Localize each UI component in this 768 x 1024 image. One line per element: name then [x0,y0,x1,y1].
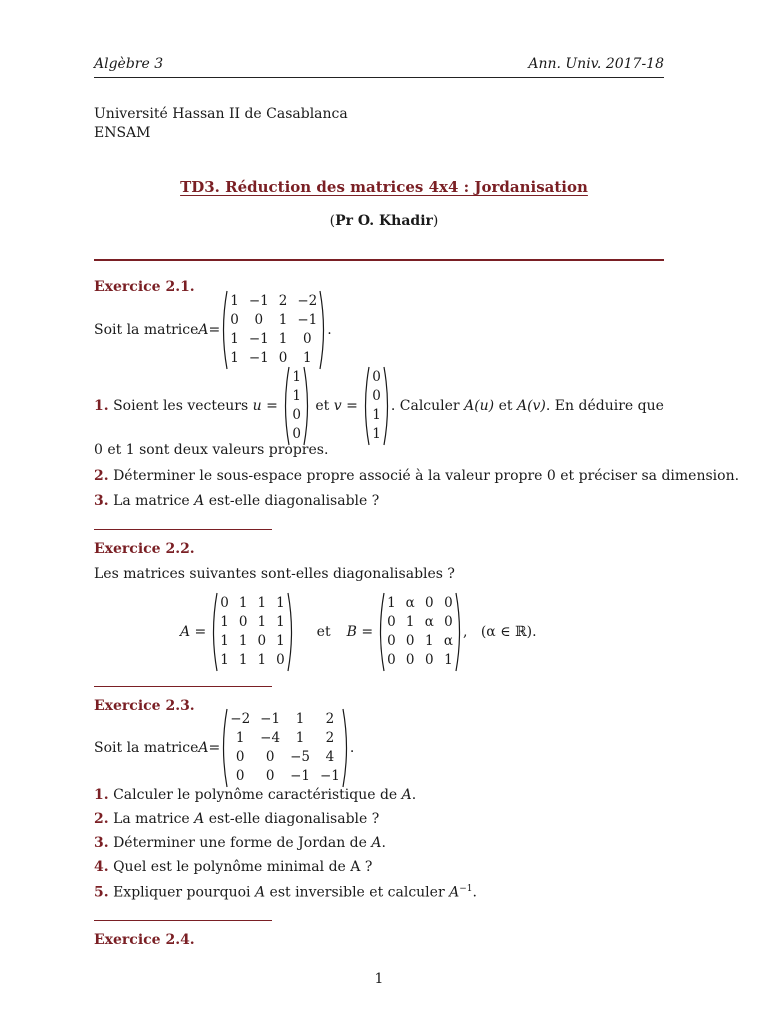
ex23-q1 [94,787,416,803]
ex21-vector-v [362,366,391,446]
matrix-entry: 1 [238,595,248,611]
matrix-entry: 0 [265,749,275,765]
right-parenthesis [455,592,463,672]
ex23-q2-var: A [194,811,205,827]
ex23-q2-number: 2. [94,811,109,827]
author-name: Pr O. Khadir [335,213,433,229]
ex23-q3-text: Déterminer une forme de Jordan de [108,835,372,851]
matrix-entry: 1 [405,614,415,630]
right-parenthesis [319,290,327,370]
matrix-entry: 1 [238,652,248,668]
matrix-entry: 1 [257,652,267,668]
left-parenthesis [220,708,228,788]
ex21-eq: = [208,322,221,338]
ex23-q4 [94,859,372,875]
matrix-entry: 1 [278,312,288,328]
matrix-entries [290,368,303,444]
ex23-statement [94,710,354,786]
matrix-entry: 1 [230,293,239,309]
left-parenthesis [220,290,228,370]
matrix-entry: 1 [257,614,267,630]
ex21-statement [94,292,332,368]
ex23-end: . [349,740,355,756]
matrix-entry: 0 [405,652,415,668]
ex22-intro: Les matrices suivantes sont-elles diagonalisables ? [94,566,455,582]
ex23-q3 [94,835,386,851]
author-close: ) [432,213,439,229]
matrix-entry: α [443,633,454,649]
matrix-entry: 0 [238,614,248,630]
matrix-entry: 0 [292,407,301,423]
matrix-entry: −1 [260,711,281,727]
matrix-entry: 1 [295,730,305,746]
ex22-separator [94,686,272,687]
matrix-entry: 2 [325,711,335,727]
ex21-q1-text-b: . Calculer [390,398,465,414]
ex23-eq: = [208,740,221,756]
title-rule [94,259,664,261]
exercise-2-3-title: Exercice 2.3. [94,698,195,714]
matrix-entry: −1 [290,768,310,784]
matrix-entry: −1 [297,312,318,328]
matrix-entry: −2 [297,293,318,309]
matrix-entry: 1 [278,331,288,347]
matrix-entry: 1 [303,350,312,366]
matrix-entry: 0 [220,595,229,611]
ex22-et: et [316,624,331,640]
matrix-entry: −2 [230,711,251,727]
ex23-separator [94,920,272,921]
matrix-entry: 2 [325,730,335,746]
matrix-entry: 1 [230,350,239,366]
ex23-q5-inv-exponent: −1 [459,884,473,894]
ex23-q5 [94,884,477,901]
matrix-entry: 1 [387,595,396,611]
matrix-entry: 1 [276,595,285,611]
page-number: 1 [374,971,384,987]
ex21-vector-u [282,366,311,446]
ex23-q5-var: A [254,884,266,901]
ex22-matrix-A [210,592,294,672]
right-parenthesis [383,366,391,446]
ex21-q3 [94,493,379,509]
institution-school: ENSAM [94,125,151,141]
exercise-2-1-title: Exercice 2.1. [94,279,195,295]
matrix-entry: 1 [230,331,239,347]
matrix-entry: 1 [425,633,434,649]
matrix-entry: −4 [260,730,281,746]
matrix-entry: 1 [220,652,229,668]
ex21-intro: Soit la matrice [94,322,199,338]
ex23-q5-number: 5. [94,884,109,901]
matrix-entry: 0 [303,331,312,347]
ex23-intro: Soit la matrice [94,740,199,756]
ex21-q2-text: Déterminer le sous-espace propre associé à la valeur propre 0 et préciser sa dimension. [108,468,740,484]
matrix-entry: 2 [278,293,288,309]
matrix-entry: 0 [444,595,453,611]
matrix-entries [228,292,319,368]
left-parenthesis [282,366,290,446]
ex23-q3-number: 3. [94,835,109,851]
matrix-entry: 0 [387,633,396,649]
matrix-entry: 0 [292,426,301,442]
ex21-q1-number: 1. [94,398,109,414]
header-rule [94,77,664,78]
ex21-q3-text-a: La matrice [108,493,195,509]
ex21-et: et [310,398,334,414]
right-parenthesis [287,592,295,672]
ex21-var-u: u [252,398,262,414]
ex22-matrices [180,594,537,670]
right-parenthesis [342,708,350,788]
matrix-entry: 1 [372,407,381,423]
author-line [0,213,768,229]
ex21-q3-text-b: est-elle diagonalisable ? [204,493,380,509]
ex21-end: . [327,322,332,338]
matrix-entry: −1 [248,350,269,366]
matrix-entry: 4 [325,749,335,765]
ex23-q4-text: Quel est le polynôme minimal de A ? [108,859,373,875]
ex21-q3-var: A [194,493,205,509]
matrix-entry: 0 [405,633,415,649]
matrix-entry: 0 [372,388,381,404]
matrix-entries [218,594,286,670]
matrix-entry: 1 [238,633,248,649]
ex22-matrix-B [377,592,463,672]
ex21-q2-number: 2. [94,468,109,484]
matrix-entry: 1 [220,633,229,649]
matrix-entry: 1 [257,595,267,611]
matrix-entry: −1 [248,293,269,309]
ex23-q5-inv-base: A [449,884,460,901]
ex21-Av: A(v) [516,398,546,414]
institution-name: Université Hassan II de Casablanca [94,106,348,122]
ex22-B-label: B = [346,624,374,640]
matrix-entry: 0 [372,369,381,385]
running-header-left: Algèbre 3 [94,56,164,72]
ex21-Au: A(u) [464,398,495,414]
ex22-A-label: A = [180,624,207,640]
ex21-q1-text-c: . En déduire que [545,398,664,414]
left-parenthesis [210,592,218,672]
matrix-entry: 1 [220,614,229,630]
matrix-entry: −1 [248,331,269,347]
matrix-entries [385,594,455,670]
ex21-q2 [94,468,739,484]
ex23-q1-end: . [411,787,417,803]
matrix-entry: 0 [230,312,239,328]
document-title: TD3. Réduction des matrices 4x4 : Jordanisation [180,178,588,196]
ex23-q3-var: A [371,835,382,851]
matrix-entry: 0 [444,614,453,630]
ex23-var-A: A [198,740,209,756]
ex23-q1-number: 1. [94,787,109,803]
ex23-q5-end: . [472,884,477,901]
ex21-matrix [220,290,327,370]
matrix-entry: 1 [444,652,453,668]
ex21-var-A: A [198,322,209,338]
ex23-q5-text-a: Expliquer pourquoi [108,884,255,901]
matrix-entries [370,368,383,444]
running-header-right: Ann. Univ. 2017-18 [528,56,664,72]
ex23-q2-text-a: La matrice [108,811,195,827]
matrix-entry: 0 [278,350,288,366]
ex23-q4-number: 4. [94,859,109,875]
ex22-condition: , (α ∈ ℝ). [463,624,537,640]
matrix-entry: 1 [372,426,381,442]
ex23-matrix [220,708,350,788]
matrix-entry: 0 [387,652,396,668]
matrix-entry: α [405,595,415,611]
ex23-q1-var: A [401,787,412,803]
matrix-entry: −5 [290,749,310,765]
matrix-entry: 0 [254,312,264,328]
matrix-entry: 0 [265,768,275,784]
matrix-entry: 0 [387,614,396,630]
left-parenthesis [377,592,385,672]
ex21-q1: 1. Soient les vecteurs u = 1 1 0 0 et v = 0 0 1 1 . Calculer A(u) et A(v) . En déduire que [94,368,664,444]
matrix-entry: 0 [257,633,267,649]
matrix-entry: −1 [319,768,340,784]
exercise-2-4-title: Exercice 2.4. [94,932,195,948]
ex23-q2-text-b: est-elle diagonalisable ? [204,811,380,827]
matrix-entry: 0 [235,749,245,765]
matrix-entry: 0 [425,595,434,611]
ex21-et2: et [494,398,517,414]
matrix-entry: 1 [292,388,301,404]
matrix-entry: 0 [235,768,245,784]
ex21-q1-text-a: Soient les vecteurs [108,398,253,414]
ex21-separator [94,529,272,530]
matrix-entry: 0 [425,652,434,668]
matrix-entry: 1 [235,730,245,746]
matrix-entry: 1 [292,369,301,385]
matrix-entry: 1 [276,614,285,630]
matrix-entries [228,710,342,786]
right-parenthesis [303,366,311,446]
left-parenthesis [362,366,370,446]
matrix-entry: α [424,614,434,630]
exercise-2-2-title: Exercice 2.2. [94,541,195,557]
matrix-entry: 1 [276,633,285,649]
ex23-q5-text-b: est inversible et calculer [265,884,450,901]
ex21-q1-continued: 0 et 1 sont deux valeurs propres. [94,442,329,458]
ex23-q1-text: Calculer le polynôme caractéristique de [108,787,402,803]
ex23-q2 [94,811,379,827]
ex21-var-v: v [333,398,342,414]
ex21-q3-number: 3. [94,493,109,509]
author-open: ( [329,213,336,229]
document-title-wrap [0,178,768,196]
ex23-q3-end: . [381,835,386,851]
matrix-entry: 0 [276,652,285,668]
matrix-entry: 1 [295,711,305,727]
